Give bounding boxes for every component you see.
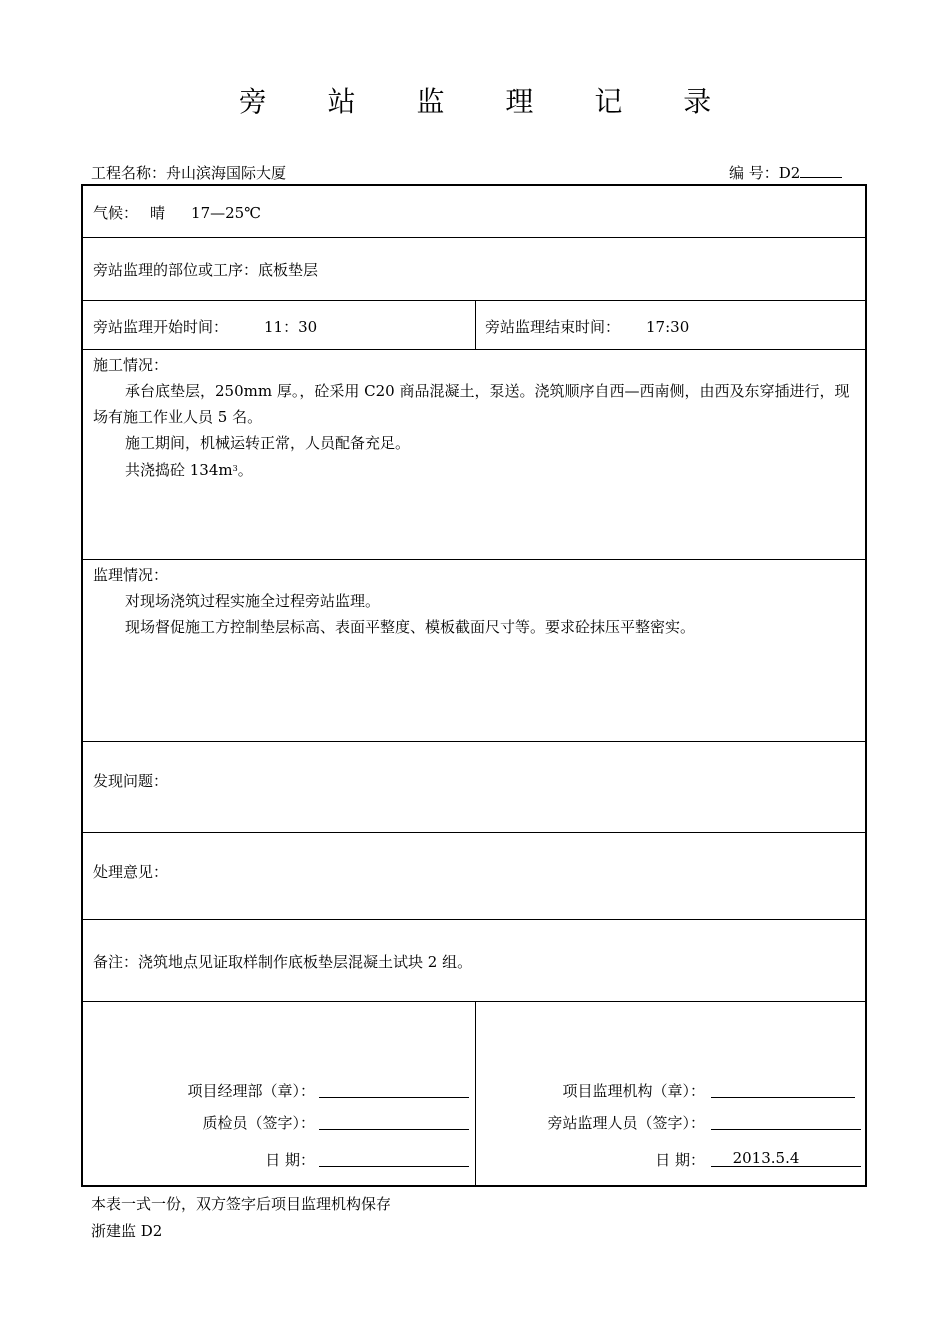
opinion-label: 处理意见： [93,863,169,881]
row-divider [83,832,865,833]
row-divider [83,300,865,301]
construction-section [93,352,861,483]
start-time-cell [93,314,317,340]
page-title: 旁 站 监 理 记 录 [238,85,738,118]
construction-line: 施工期间，机械运转正常，人员配备充足。 [125,434,411,452]
weather-label: 气候： [93,204,139,222]
column-divider [475,300,476,349]
project-name-field [91,162,286,183]
project-label: 工程名称： [91,164,167,182]
supervision-section [93,562,861,640]
row-divider [83,559,865,560]
supervision-org-label: 项目监理机构（章）： [562,1082,705,1100]
supervisor-person-signature-line[interactable] [711,1129,861,1130]
number-value: D2 [778,164,801,182]
column-divider [475,1001,476,1187]
start-time-label: 旁站监理开始时间： [93,318,229,336]
number-blank-line [800,164,842,178]
right-date-value: 2013.5.4 [732,1149,800,1167]
left-date-line[interactable] [319,1166,469,1167]
remark-label: 备注： [93,953,139,971]
weather-condition: 晴 [150,204,166,222]
end-time-label: 旁站监理结束时间： [485,318,621,336]
record-number-field [729,162,842,183]
footer-code: 浙建监 D2 [91,1222,163,1240]
supervision-line: 对现场浇筑过程实施全过程旁站监理。 [125,592,381,610]
construction-heading: 施工情况： [93,356,169,374]
row-divider [83,349,865,350]
supervision-org-signature-line[interactable] [711,1097,855,1098]
volume-text: 共浇捣砼 134m [125,461,233,479]
row-divider [83,919,865,920]
right-date-line[interactable] [711,1166,861,1167]
volume-suffix: 。 [237,461,253,479]
remark-row [93,949,472,975]
weather-temperature: 17—25℃ [191,204,261,222]
issues-label: 发现问题： [93,772,169,790]
inspector-signature-line[interactable] [319,1129,469,1130]
row-divider [83,741,865,742]
location-value: 底板垫层 [258,261,319,279]
supervision-heading: 监理情况： [93,566,169,584]
project-dept-label: 项目经理部（章）： [187,1082,315,1100]
remark-value: 浇筑地点见证取样制作底板垫层混凝土试块 2 组。 [138,953,473,971]
construction-line [93,456,861,483]
left-date-label: 日 期： [265,1151,315,1169]
volume-superscript: 3 [232,464,238,473]
project-dept-signature-line[interactable] [319,1097,469,1098]
construction-line: 承台底垫层，250mm 厚。，砼采用 C20 商品混凝土，泵送。浇筑顺序自西—西南侧，由西及东穿插进行，现场有施工作业人员 5 名。 [93,382,850,426]
location-row [93,257,318,283]
inspector-label: 质检员（签字）： [202,1114,315,1132]
start-time-value: 11：30 [264,318,318,336]
supervisor-person-label: 旁站监理人员（签字）： [547,1114,705,1132]
record-table [81,184,867,1187]
location-label: 旁站监理的部位或工序： [93,261,259,279]
supervision-line: 现场督促施工方控制垫层标高、表面平整度、模板截面尺寸等。要求砼抹压平整密实。 [125,618,696,636]
row-divider [83,1001,865,1002]
end-time-value: 17:30 [646,318,690,336]
number-label: 编 号： [729,164,779,182]
footer-note: 本表一式一份，双方签字后项目监理机构保存 [91,1195,392,1213]
right-date-label: 日 期： [655,1151,705,1169]
weather-row [93,200,261,226]
project-name: 舟山滨海国际大厦 [166,164,287,182]
row-divider [83,237,865,238]
end-time-cell [485,314,689,340]
